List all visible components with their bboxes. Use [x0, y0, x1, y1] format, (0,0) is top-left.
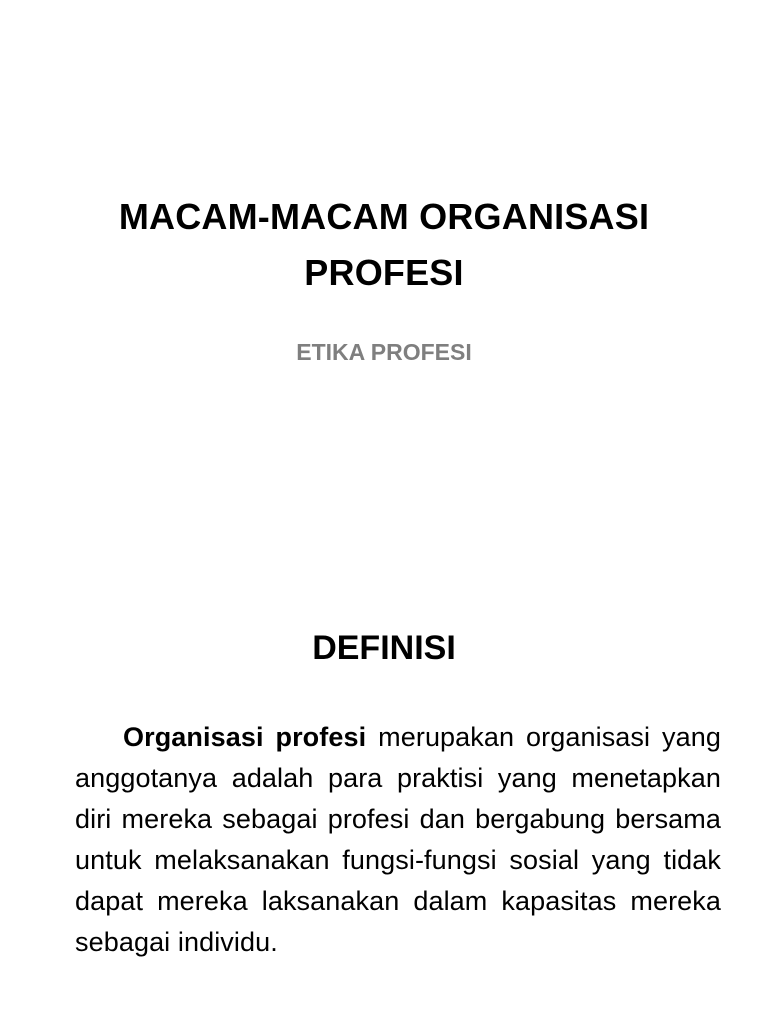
slide-subtitle: ETIKA PROFESI	[296, 339, 472, 365]
slide-title-line-1: MACAM-MACAM ORGANISASI	[118, 196, 650, 237]
definition-paragraph	[75, 717, 721, 963]
definition-heading: DEFINISI	[312, 629, 456, 667]
slide-title-line-2: PROFESI	[304, 252, 464, 293]
definition-text: merupakan organisasi yang anggotanya adalah para praktisi yang menetapkan diri mereka sebagai profesi dan bergabung bersama untuk melaksanakan fungsi-fungsi sosial yang tidak dapat mereka laksanakan dalam kapasitas mereka sebagai individu.	[75, 722, 721, 957]
definition-term: Organisasi profesi	[123, 722, 367, 752]
slide-title	[40, 189, 728, 301]
definition-slide	[0, 512, 768, 1024]
